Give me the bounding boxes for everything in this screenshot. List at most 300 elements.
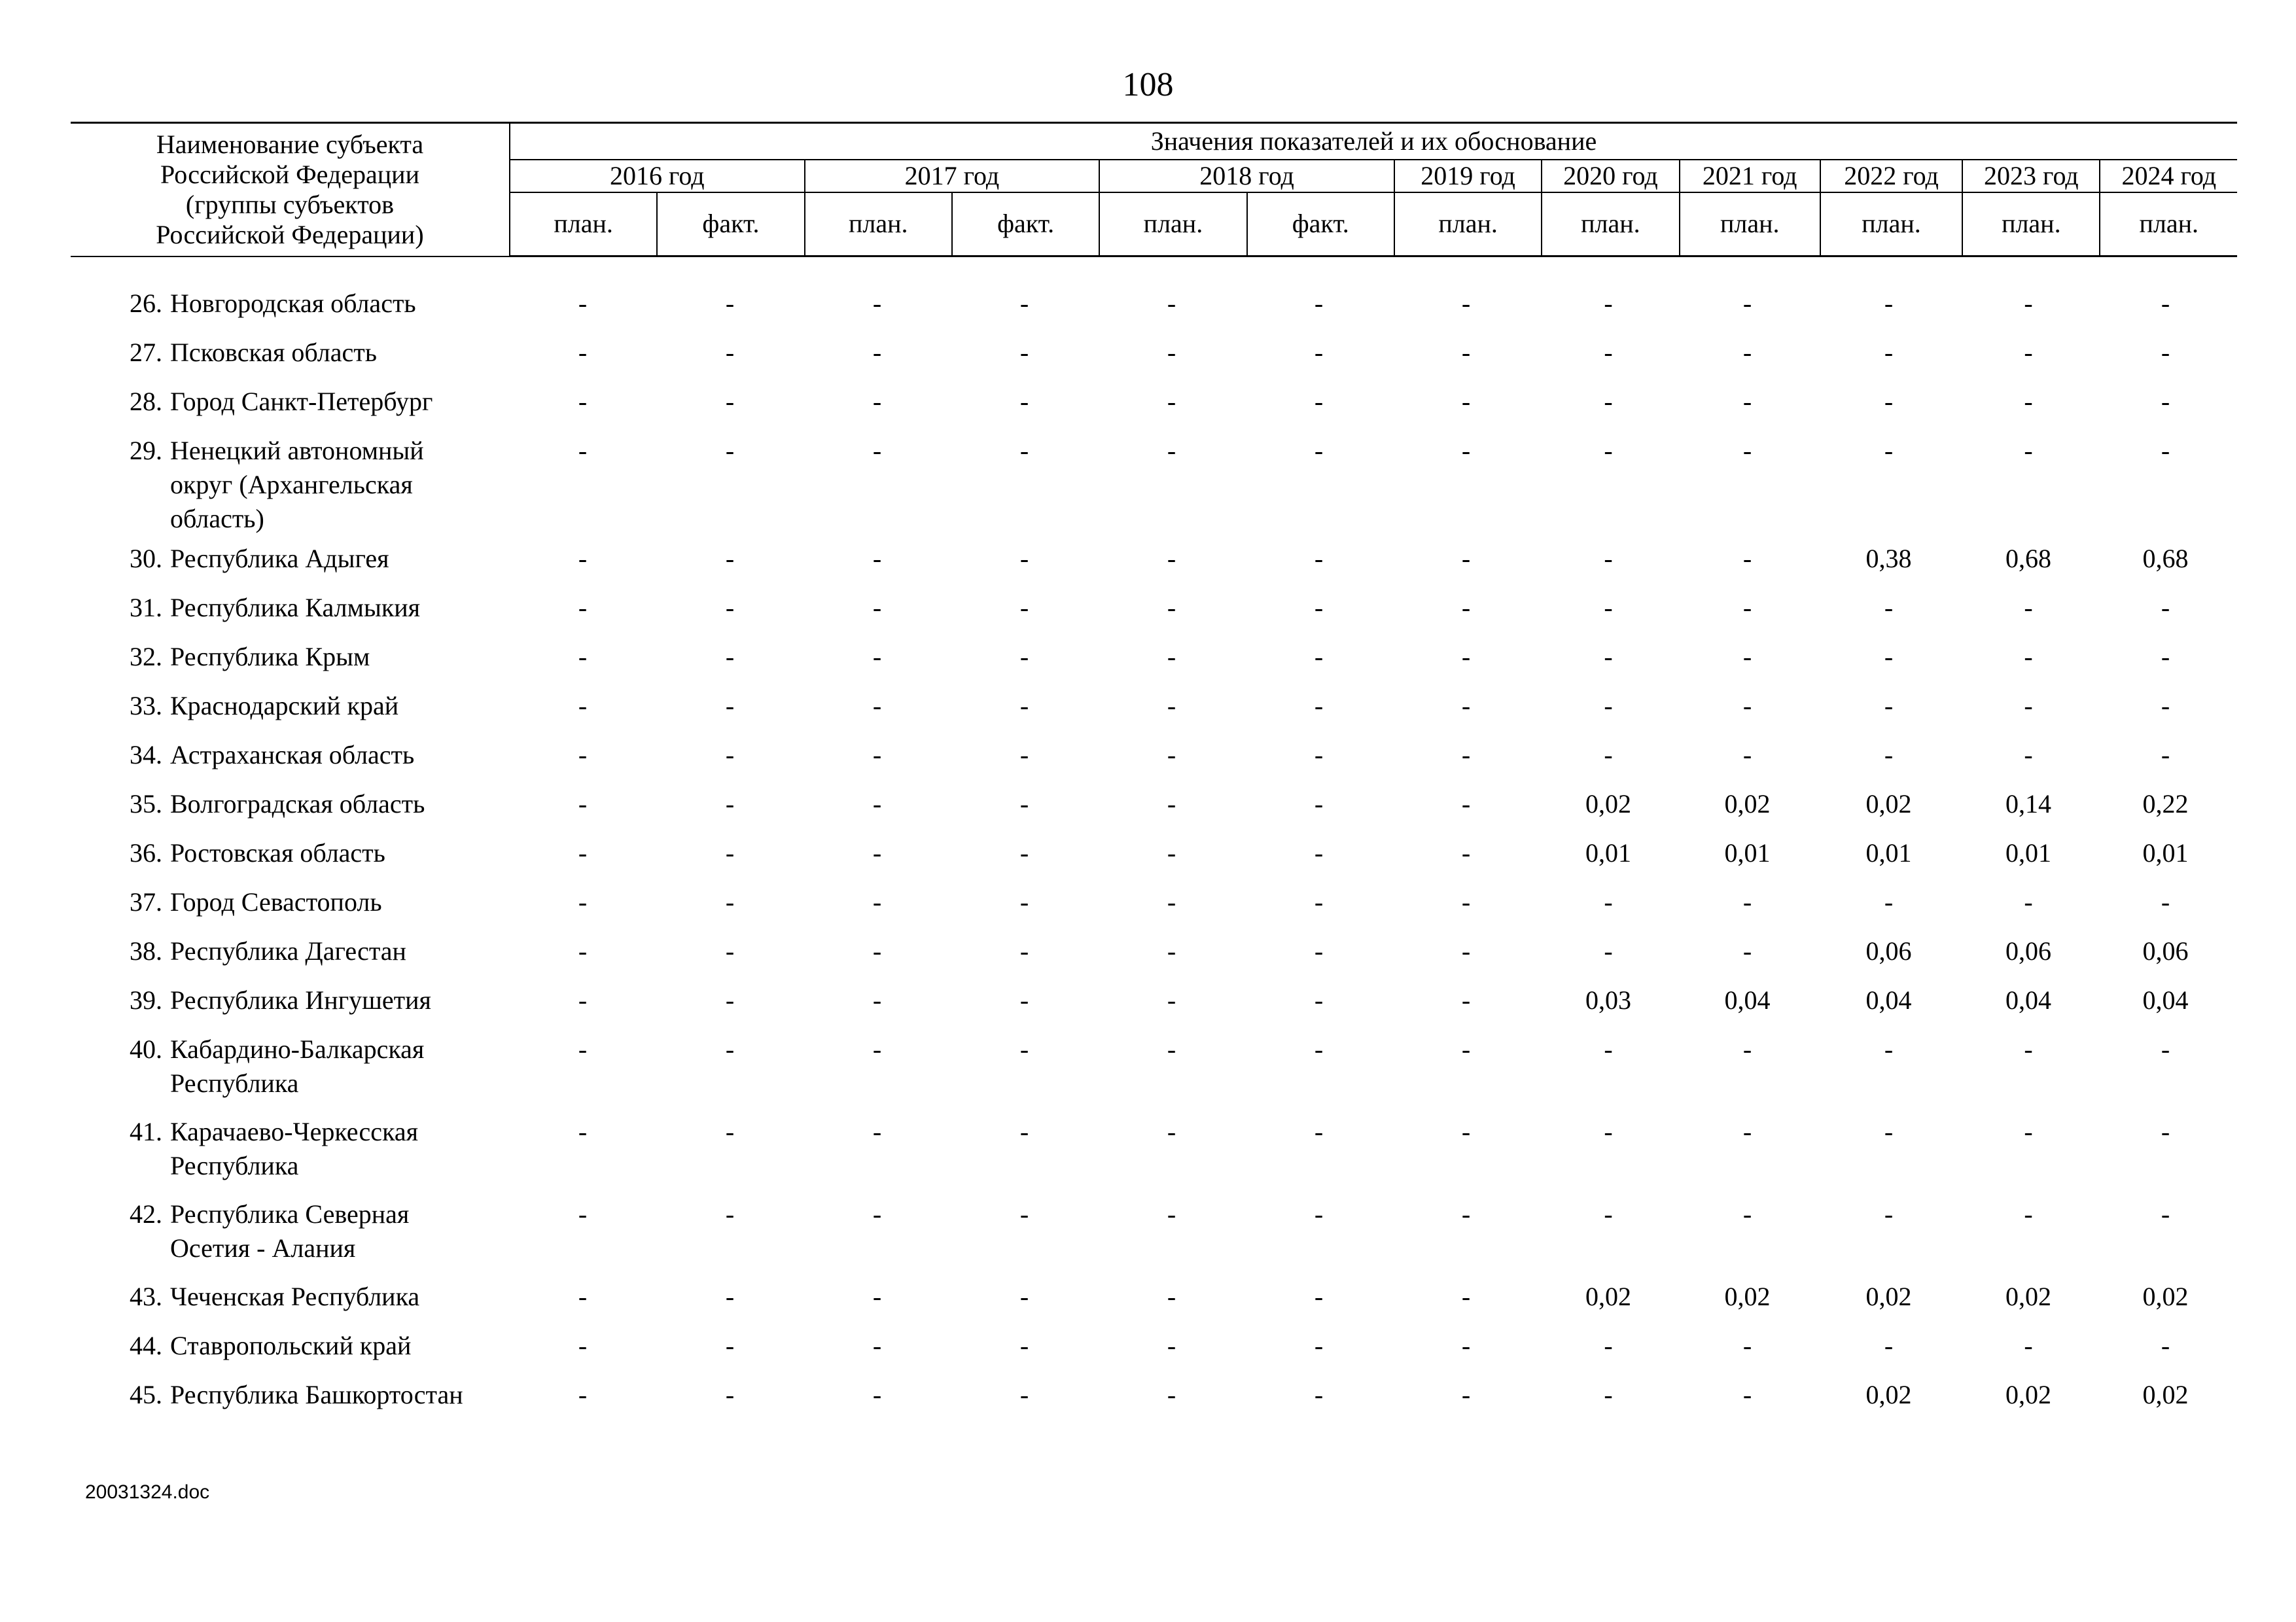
value-cell: 0,02 bbox=[2005, 1282, 2051, 1311]
value-cell: - bbox=[725, 338, 735, 367]
region-name: Астраханская область bbox=[170, 740, 415, 769]
value-cell: - bbox=[1314, 887, 1324, 917]
value-cell: - bbox=[1019, 838, 1029, 868]
value-cell: - bbox=[725, 1199, 735, 1229]
value-cell: - bbox=[1314, 1034, 1324, 1064]
subcolumn-header: факт. bbox=[657, 192, 804, 256]
value-cell: - bbox=[578, 740, 588, 769]
year-header: 2017 год bbox=[805, 160, 1100, 192]
subcolumn-header: план. bbox=[510, 192, 657, 256]
value-cell: - bbox=[1742, 289, 1752, 318]
row-number: 30. bbox=[130, 544, 162, 573]
value-cell: - bbox=[1167, 436, 1176, 465]
value-cell: - bbox=[872, 1282, 882, 1311]
table-row bbox=[71, 287, 2237, 336]
value-cell: 0,68 bbox=[2005, 544, 2051, 573]
value-cell: - bbox=[2024, 1331, 2033, 1360]
value-cell: - bbox=[872, 544, 882, 573]
region-name: Краснодарский край bbox=[170, 691, 399, 720]
value-cell: - bbox=[1604, 387, 1613, 416]
value-cell: - bbox=[1314, 789, 1324, 819]
value-cell: - bbox=[1314, 338, 1324, 367]
value-cell: - bbox=[1742, 691, 1752, 720]
table-row bbox=[71, 885, 2237, 934]
value-cell: - bbox=[1167, 740, 1176, 769]
value-cell: - bbox=[872, 436, 882, 465]
value-cell: - bbox=[578, 289, 588, 318]
region-name: Республика Калмыкия bbox=[170, 593, 421, 622]
value-cell: - bbox=[1314, 1199, 1324, 1229]
value-cell: - bbox=[1742, 1034, 1752, 1064]
value-cell: - bbox=[725, 593, 735, 622]
year-header: 2022 год bbox=[1820, 160, 1962, 192]
value-cell: - bbox=[1742, 740, 1752, 769]
value-cell: - bbox=[578, 1117, 588, 1146]
value-cell: - bbox=[1742, 1380, 1752, 1409]
value-cell: - bbox=[1884, 1034, 1894, 1064]
value-cell: - bbox=[578, 838, 588, 868]
value-cell: - bbox=[725, 642, 735, 671]
year-header: 2021 год bbox=[1680, 160, 1820, 192]
value-cell: - bbox=[1019, 1282, 1029, 1311]
value-cell: - bbox=[1604, 593, 1613, 622]
table-row bbox=[71, 934, 2237, 983]
value-cell: - bbox=[578, 338, 588, 367]
value-cell: - bbox=[1167, 887, 1176, 917]
subcolumn-header: план. bbox=[1820, 192, 1962, 256]
value-cell: - bbox=[1167, 936, 1176, 966]
value-cell: - bbox=[2161, 593, 2170, 622]
region-name: Республика Северная Осетия - Алания bbox=[170, 1199, 410, 1263]
year-header: 2023 год bbox=[1962, 160, 2100, 192]
value-cell: - bbox=[872, 985, 882, 1015]
value-cell: - bbox=[725, 1117, 735, 1146]
value-cell: - bbox=[1019, 544, 1029, 573]
value-cell: - bbox=[1884, 593, 1894, 622]
page-number: 108 bbox=[1122, 66, 1174, 103]
row-number: 33. bbox=[130, 691, 162, 720]
value-cell: - bbox=[1167, 289, 1176, 318]
subcolumn-header: факт. bbox=[1247, 192, 1394, 256]
value-cell: - bbox=[1742, 436, 1752, 465]
value-cell: - bbox=[1314, 838, 1324, 868]
value-cell: - bbox=[1019, 740, 1029, 769]
value-cell: - bbox=[1019, 289, 1029, 318]
value-cell: - bbox=[578, 1380, 588, 1409]
row-number: 26. bbox=[130, 289, 162, 318]
table-header bbox=[71, 122, 2237, 257]
value-cell: 0,02 bbox=[1585, 1282, 1631, 1311]
value-cell: - bbox=[1167, 691, 1176, 720]
value-cell: - bbox=[1604, 1034, 1613, 1064]
table-row bbox=[71, 1378, 2237, 1427]
value-cell: - bbox=[872, 789, 882, 819]
subcolumn-header: план. bbox=[1962, 192, 2100, 256]
value-cell: - bbox=[2024, 289, 2033, 318]
value-cell: - bbox=[1019, 1199, 1029, 1229]
value-cell: - bbox=[872, 338, 882, 367]
value-cell: 0,38 bbox=[1865, 544, 1912, 573]
table-row bbox=[71, 1115, 2237, 1197]
row-number: 42. bbox=[130, 1199, 162, 1229]
row-number: 45. bbox=[130, 1380, 162, 1409]
value-cell: - bbox=[872, 1380, 882, 1409]
table-row bbox=[71, 542, 2237, 591]
value-cell: - bbox=[872, 691, 882, 720]
value-cell: 0,06 bbox=[2005, 936, 2051, 966]
value-cell: - bbox=[1884, 691, 1894, 720]
value-cell: - bbox=[578, 1199, 588, 1229]
value-cell: - bbox=[1604, 691, 1613, 720]
name-header-line: Российской Федерации bbox=[160, 159, 419, 189]
value-cell: - bbox=[1884, 740, 1894, 769]
value-cell: - bbox=[872, 387, 882, 416]
value-cell: - bbox=[1019, 789, 1029, 819]
value-cell: - bbox=[2024, 436, 2033, 465]
value-cell: - bbox=[1167, 1282, 1176, 1311]
row-number: 43. bbox=[130, 1282, 162, 1311]
value-cell: - bbox=[1884, 289, 1894, 318]
value-cell: - bbox=[2024, 1199, 2033, 1229]
value-cell: - bbox=[1019, 1117, 1029, 1146]
subcolumn-header: план. bbox=[1680, 192, 1820, 256]
name-header-line: (группы субъектов bbox=[185, 189, 395, 219]
value-cell: - bbox=[872, 838, 882, 868]
value-cell: - bbox=[1314, 544, 1324, 573]
value-cell: - bbox=[2161, 887, 2170, 917]
value-cell: 0,68 bbox=[2142, 544, 2189, 573]
value-cell: 0,02 bbox=[1585, 789, 1631, 819]
row-number: 31. bbox=[130, 593, 162, 622]
value-cell: - bbox=[2161, 1034, 2170, 1064]
row-number: 37. bbox=[130, 887, 162, 917]
value-cell: - bbox=[1742, 936, 1752, 966]
value-cell: - bbox=[725, 691, 735, 720]
value-cell: - bbox=[1742, 1117, 1752, 1146]
value-cell: - bbox=[1167, 593, 1176, 622]
value-cell: - bbox=[1019, 936, 1029, 966]
value-cell: - bbox=[1314, 642, 1324, 671]
value-cell: - bbox=[578, 985, 588, 1015]
value-cell: 0,01 bbox=[1585, 838, 1631, 868]
value-cell: - bbox=[578, 593, 588, 622]
year-header: 2024 год bbox=[2100, 160, 2237, 192]
value-cell: - bbox=[2024, 1117, 2033, 1146]
value-cell: - bbox=[1461, 936, 1471, 966]
row-number: 44. bbox=[130, 1331, 162, 1360]
value-cell: - bbox=[2024, 387, 2033, 416]
value-cell: 0,04 bbox=[2142, 985, 2189, 1015]
value-cell: - bbox=[1461, 338, 1471, 367]
value-cell: - bbox=[1314, 593, 1324, 622]
table-row bbox=[71, 385, 2237, 434]
value-cell: 0,04 bbox=[1865, 985, 1912, 1015]
value-cell: - bbox=[1314, 985, 1324, 1015]
value-cell: 0,01 bbox=[2005, 838, 2051, 868]
value-cell: - bbox=[1604, 1331, 1613, 1360]
row-number: 35. bbox=[130, 789, 162, 819]
value-cell: - bbox=[725, 289, 735, 318]
table-row bbox=[71, 434, 2237, 542]
value-cell: - bbox=[1019, 985, 1029, 1015]
value-cell: - bbox=[2161, 1331, 2170, 1360]
value-cell: - bbox=[2024, 691, 2033, 720]
value-cell: - bbox=[2161, 289, 2170, 318]
value-cell: - bbox=[2161, 642, 2170, 671]
value-cell: - bbox=[1461, 789, 1471, 819]
value-cell: - bbox=[872, 1034, 882, 1064]
region-name: Новгородская область bbox=[170, 289, 416, 318]
value-cell: - bbox=[578, 936, 588, 966]
region-name: Ростовская область bbox=[170, 838, 385, 868]
value-cell: - bbox=[1461, 642, 1471, 671]
value-cell: - bbox=[1461, 593, 1471, 622]
region-name: Кабардино-Балкарская Республика bbox=[170, 1034, 425, 1098]
value-cell: - bbox=[2161, 387, 2170, 416]
value-cell: - bbox=[578, 691, 588, 720]
value-cell: - bbox=[1604, 1117, 1613, 1146]
value-cell: - bbox=[1314, 936, 1324, 966]
value-cell: - bbox=[872, 593, 882, 622]
row-number: 41. bbox=[130, 1117, 162, 1146]
region-name: Город Севастополь bbox=[170, 887, 382, 917]
value-cell: 0,03 bbox=[1585, 985, 1631, 1015]
value-cell: - bbox=[2161, 740, 2170, 769]
value-cell: - bbox=[1604, 1380, 1613, 1409]
value-cell: - bbox=[1604, 887, 1613, 917]
value-cell: - bbox=[1167, 642, 1176, 671]
value-cell: - bbox=[1461, 1282, 1471, 1311]
value-cell: 0,02 bbox=[2005, 1380, 2051, 1409]
value-cell: - bbox=[578, 1331, 588, 1360]
value-cell: - bbox=[1461, 387, 1471, 416]
value-cell: - bbox=[1314, 1117, 1324, 1146]
region-name: Республика Башкортостан bbox=[170, 1380, 463, 1409]
value-cell: - bbox=[2161, 691, 2170, 720]
value-cell: - bbox=[578, 387, 588, 416]
value-cell: - bbox=[725, 936, 735, 966]
value-cell: - bbox=[1314, 1331, 1324, 1360]
value-cell: - bbox=[725, 887, 735, 917]
value-cell: 0,01 bbox=[1865, 838, 1912, 868]
table-row bbox=[71, 640, 2237, 689]
value-cell: - bbox=[1167, 1034, 1176, 1064]
value-cell: - bbox=[1167, 1331, 1176, 1360]
value-cell: - bbox=[2161, 338, 2170, 367]
value-cell: - bbox=[2161, 1199, 2170, 1229]
value-cell: - bbox=[1461, 1380, 1471, 1409]
value-cell: - bbox=[725, 387, 735, 416]
value-cell: - bbox=[1884, 642, 1894, 671]
row-number: 29. bbox=[130, 436, 162, 465]
region-name: Ненецкий автономный округ (Архангельская область) bbox=[170, 436, 424, 533]
value-cell: - bbox=[1742, 338, 1752, 367]
value-cell: 0,02 bbox=[1724, 789, 1771, 819]
value-cell: - bbox=[1604, 740, 1613, 769]
value-cell: - bbox=[725, 1034, 735, 1064]
row-number: 28. bbox=[130, 387, 162, 416]
table-row bbox=[71, 738, 2237, 787]
value-cell: - bbox=[1314, 1380, 1324, 1409]
value-cell: - bbox=[1461, 1199, 1471, 1229]
value-cell: - bbox=[1461, 1117, 1471, 1146]
value-cell: - bbox=[1604, 1199, 1613, 1229]
year-header: 2016 год bbox=[510, 160, 805, 192]
value-cell: - bbox=[872, 1199, 882, 1229]
region-name: Город Санкт-Петербург bbox=[170, 387, 433, 416]
value-cell: - bbox=[1604, 544, 1613, 573]
value-cell: - bbox=[872, 740, 882, 769]
value-cell: - bbox=[1019, 436, 1029, 465]
value-cell: 0,02 bbox=[2142, 1380, 2189, 1409]
value-cell: - bbox=[1742, 593, 1752, 622]
value-cell: - bbox=[872, 289, 882, 318]
value-cell: - bbox=[1742, 1199, 1752, 1229]
value-cell: - bbox=[1604, 338, 1613, 367]
value-cell: - bbox=[872, 1331, 882, 1360]
subcolumn-header: план. bbox=[805, 192, 952, 256]
table-row bbox=[71, 1197, 2237, 1280]
value-cell: 0,01 bbox=[1724, 838, 1771, 868]
value-cell: - bbox=[1019, 1380, 1029, 1409]
value-cell: - bbox=[1314, 387, 1324, 416]
row-number: 36. bbox=[130, 838, 162, 868]
region-name: Республика Адыгея bbox=[170, 544, 389, 573]
value-cell: - bbox=[1742, 1331, 1752, 1360]
region-name: Ставропольский край bbox=[170, 1331, 412, 1360]
subcolumn-header: план. bbox=[2100, 192, 2237, 256]
subcolumn-header: факт. bbox=[952, 192, 1099, 256]
value-cell: - bbox=[872, 1117, 882, 1146]
value-cell: 0,02 bbox=[1865, 1282, 1912, 1311]
value-cell: - bbox=[725, 789, 735, 819]
value-cell: - bbox=[2024, 887, 2033, 917]
file-name: 20031324.doc bbox=[85, 1481, 210, 1503]
table-row bbox=[71, 591, 2237, 640]
value-cell: - bbox=[1019, 887, 1029, 917]
value-cell: - bbox=[1884, 1199, 1894, 1229]
name-column-header bbox=[71, 123, 510, 256]
region-name: Чеченская Республика bbox=[170, 1282, 420, 1311]
name-header-line: Российской Федерации) bbox=[156, 219, 424, 249]
value-cell: - bbox=[1884, 387, 1894, 416]
value-cell: - bbox=[1461, 289, 1471, 318]
value-cell: 0,02 bbox=[1724, 1282, 1771, 1311]
table-row bbox=[71, 836, 2237, 885]
value-cell: - bbox=[1461, 1034, 1471, 1064]
row-number: 27. bbox=[130, 338, 162, 367]
value-cell: - bbox=[578, 789, 588, 819]
value-cell: - bbox=[725, 544, 735, 573]
value-cell: - bbox=[1167, 1380, 1176, 1409]
row-number: 34. bbox=[130, 740, 162, 769]
value-cell: - bbox=[1742, 387, 1752, 416]
value-cell: - bbox=[1461, 887, 1471, 917]
value-cell: - bbox=[1461, 544, 1471, 573]
value-cell: 0,06 bbox=[1865, 936, 1912, 966]
values-title: Значения показателей и их обоснование bbox=[510, 123, 2237, 160]
value-cell: - bbox=[2024, 740, 2033, 769]
value-cell: - bbox=[1019, 593, 1029, 622]
value-cell: - bbox=[1019, 338, 1029, 367]
row-number: 32. bbox=[130, 642, 162, 671]
value-cell: - bbox=[1461, 1331, 1471, 1360]
value-cell: - bbox=[578, 1034, 588, 1064]
value-cell: - bbox=[1167, 838, 1176, 868]
value-cell: - bbox=[872, 887, 882, 917]
value-cell: 0,01 bbox=[2142, 838, 2189, 868]
value-cell: - bbox=[1461, 740, 1471, 769]
value-cell: - bbox=[2161, 436, 2170, 465]
region-name: Волгоградская область bbox=[170, 789, 425, 819]
value-cell: - bbox=[1167, 789, 1176, 819]
year-header: 2018 год bbox=[1099, 160, 1394, 192]
value-cell: - bbox=[1884, 887, 1894, 917]
value-cell: - bbox=[1019, 691, 1029, 720]
value-cell: - bbox=[2161, 1117, 2170, 1146]
value-cell: - bbox=[1167, 544, 1176, 573]
subcolumn-header: план. bbox=[1394, 192, 1542, 256]
value-cell: - bbox=[1019, 1034, 1029, 1064]
table-row bbox=[71, 787, 2237, 836]
value-cell: - bbox=[725, 1331, 735, 1360]
value-cell: - bbox=[872, 642, 882, 671]
value-cell: - bbox=[725, 436, 735, 465]
value-cell: - bbox=[578, 544, 588, 573]
region-name: Республика Дагестан bbox=[170, 936, 406, 966]
value-cell: - bbox=[725, 838, 735, 868]
value-cell: 0,14 bbox=[2005, 789, 2051, 819]
value-cell: - bbox=[1884, 1331, 1894, 1360]
region-name: Псковская область bbox=[170, 338, 377, 367]
subcolumn-header: план. bbox=[1099, 192, 1246, 256]
value-cell: - bbox=[1461, 838, 1471, 868]
value-cell: 0,04 bbox=[1724, 985, 1771, 1015]
value-cell: - bbox=[1884, 1117, 1894, 1146]
value-cell: - bbox=[1019, 642, 1029, 671]
table-row bbox=[71, 983, 2237, 1032]
value-cell: - bbox=[1314, 691, 1324, 720]
year-header: 2019 год bbox=[1394, 160, 1542, 192]
value-cell: - bbox=[1461, 691, 1471, 720]
value-cell: - bbox=[725, 985, 735, 1015]
name-header-line: Наименование субъекта bbox=[156, 129, 424, 159]
value-cell: - bbox=[725, 740, 735, 769]
region-name: Республика Ингушетия bbox=[170, 985, 431, 1015]
region-name: Карачаево-Черкесская Республика bbox=[170, 1117, 419, 1180]
value-cell: - bbox=[2024, 642, 2033, 671]
table-row bbox=[71, 689, 2237, 738]
value-cell: 0,22 bbox=[2142, 789, 2189, 819]
value-cell: - bbox=[578, 436, 588, 465]
table-row bbox=[71, 1280, 2237, 1329]
value-cell: - bbox=[725, 1282, 735, 1311]
value-cell: - bbox=[2024, 338, 2033, 367]
value-cell: - bbox=[1461, 985, 1471, 1015]
value-cell: - bbox=[1167, 1117, 1176, 1146]
table-row bbox=[71, 1032, 2237, 1115]
table-row bbox=[71, 336, 2237, 385]
value-cell: - bbox=[1604, 642, 1613, 671]
value-cell: - bbox=[578, 1282, 588, 1311]
value-cell: - bbox=[2024, 593, 2033, 622]
value-cell: 0,04 bbox=[2005, 985, 2051, 1015]
value-cell: - bbox=[1314, 289, 1324, 318]
value-cell: - bbox=[872, 936, 882, 966]
value-cell: - bbox=[1604, 289, 1613, 318]
value-cell: - bbox=[1167, 338, 1176, 367]
value-cell: - bbox=[1167, 1199, 1176, 1229]
